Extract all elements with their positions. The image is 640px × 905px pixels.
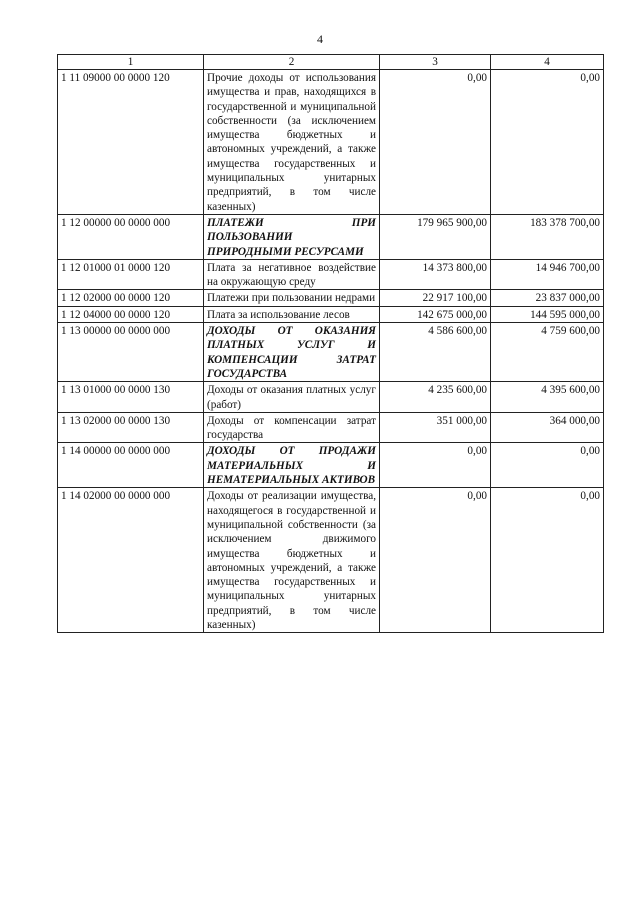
row-value-col4: 4 395 600,00: [491, 382, 604, 413]
row-value-col4: 144 595 000,00: [491, 306, 604, 322]
row-code: 1 14 00000 00 0000 000: [58, 443, 204, 488]
row-value-col3: 22 917 100,00: [380, 290, 491, 306]
table-body: [58, 70, 604, 633]
row-name: Доходы от реализации имущества, находящегося в государственной и муниципальной собственности (за исключением движимого имущества бюджетных и автономных учреждений, а также имущества государственных и муниципальных унитарных предприятий, в том числе казенных): [204, 488, 380, 633]
row-value-col3: 4 235 600,00: [380, 382, 491, 413]
table-row: [58, 290, 604, 306]
row-code: 1 12 01000 01 0000 120: [58, 259, 204, 290]
table-header-row: [58, 55, 604, 70]
row-code: 1 13 00000 00 0000 000: [58, 323, 204, 382]
header-col-1: 1: [58, 55, 204, 70]
header-col-2: 2: [204, 55, 380, 70]
row-name: Прочие доходы от использования имущества и прав, находящихся в государственной и муниципальной собственности (за исключением имущества бюджетных и автономных учреждений, а также имущества государственных и муниципальных унитарных предприятий, в том числе казенных): [204, 70, 380, 215]
row-value-col3: 0,00: [380, 70, 491, 215]
row-name: Доходы от компенсации затрат государства: [204, 412, 380, 443]
row-value-col4: 183 378 700,00: [491, 214, 604, 259]
table-row: [58, 443, 604, 488]
table-row: [58, 382, 604, 413]
table-row: [58, 70, 604, 215]
row-name: ДОХОДЫ ОТ ОКАЗАНИЯ ПЛАТНЫХ УСЛУГ И КОМПЕНСАЦИИ ЗАТРАТ ГОСУДАРСТВА: [204, 323, 380, 382]
row-value-col4: 14 946 700,00: [491, 259, 604, 290]
row-code: 1 14 02000 00 0000 000: [58, 488, 204, 633]
row-code: 1 13 01000 00 0000 130: [58, 382, 204, 413]
row-name: Платежи при пользовании недрами: [204, 290, 380, 306]
table-row: [58, 412, 604, 443]
header-col-3: 3: [380, 55, 491, 70]
row-code: 1 11 09000 00 0000 120: [58, 70, 204, 215]
row-name: ПЛАТЕЖИ ПРИ ПОЛЬЗОВАНИИ ПРИРОДНЫМИ РЕСУРСАМИ: [204, 214, 380, 259]
row-code: 1 12 00000 00 0000 000: [58, 214, 204, 259]
row-value-col4: 4 759 600,00: [491, 323, 604, 382]
row-value-col4: 364 000,00: [491, 412, 604, 443]
table-row: [58, 259, 604, 290]
row-name: Доходы от оказания платных услуг (работ): [204, 382, 380, 413]
row-value-col4: 0,00: [491, 70, 604, 215]
table-row: [58, 306, 604, 322]
header-col-4: 4: [491, 55, 604, 70]
row-name: Плата за негативное воздействие на окружающую среду: [204, 259, 380, 290]
row-value-col4: 23 837 000,00: [491, 290, 604, 306]
row-value-col3: 14 373 800,00: [380, 259, 491, 290]
row-value-col3: 179 965 900,00: [380, 214, 491, 259]
table-row: [58, 323, 604, 382]
row-value-col3: 4 586 600,00: [380, 323, 491, 382]
row-code: 1 12 04000 00 0000 120: [58, 306, 204, 322]
page-number: 4: [317, 32, 323, 46]
row-value-col4: 0,00: [491, 443, 604, 488]
row-code: 1 12 02000 00 0000 120: [58, 290, 204, 306]
row-name: Плата за использование лесов: [204, 306, 380, 322]
row-code: 1 13 02000 00 0000 130: [58, 412, 204, 443]
row-value-col3: 0,00: [380, 488, 491, 633]
row-value-col3: 351 000,00: [380, 412, 491, 443]
budget-table: [57, 54, 604, 633]
row-value-col3: 0,00: [380, 443, 491, 488]
table-row: [58, 488, 604, 633]
row-name: ДОХОДЫ ОТ ПРОДАЖИ МАТЕРИАЛЬНЫХ И НЕМАТЕРИАЛЬНЫХ АКТИВОВ: [204, 443, 380, 488]
row-value-col3: 142 675 000,00: [380, 306, 491, 322]
row-value-col4: 0,00: [491, 488, 604, 633]
table-row: [58, 214, 604, 259]
